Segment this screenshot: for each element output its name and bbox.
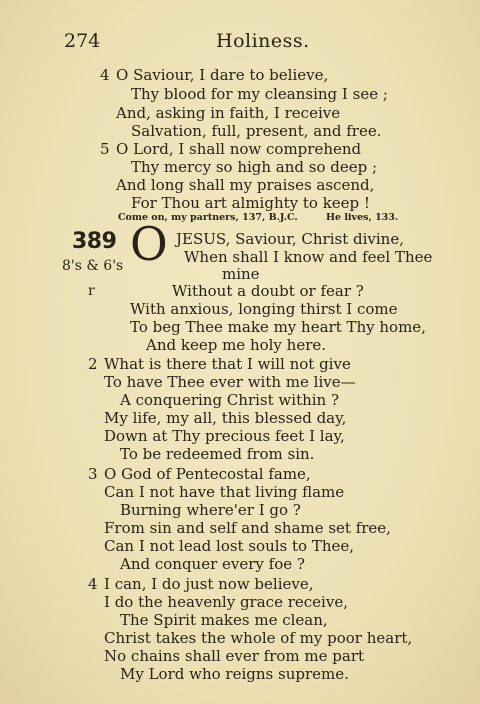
drop-cap: O	[130, 217, 168, 271]
stanza-line: And keep me holy here.	[146, 336, 327, 354]
stanza-line: To be redeemed from sin.	[120, 445, 315, 463]
page-header	[64, 30, 464, 56]
stanza-line: The Spirit makes me clean,	[120, 611, 328, 629]
stanza-line: 4 I can, I do just now believe,	[88, 575, 314, 593]
tune-references	[118, 212, 458, 226]
stanza-line: Thy mercy so high and so deep ;	[131, 158, 378, 176]
verse-number: 4	[88, 575, 98, 593]
running-title: Holiness.	[216, 30, 310, 52]
stanza-line: My Lord who reigns supreme.	[120, 665, 349, 683]
meter: 8's & 6's	[62, 258, 124, 274]
verse-number: 5	[100, 140, 110, 158]
stanza-line: No chains shall ever from me part	[104, 647, 365, 665]
page-number: 274	[64, 30, 101, 52]
stanza-line: mine	[222, 265, 260, 283]
stanza-line: Can I not lead lost souls to Thee,	[104, 537, 355, 555]
stanza-line: Salvation, full, present, and free.	[131, 122, 382, 140]
verse-number: 4	[100, 66, 110, 84]
stanza-line: Thy blood for my cleansing I see ;	[131, 85, 388, 103]
stanza-line: A conquering Christ within ?	[120, 391, 340, 409]
stanza-line: And long shall my praises ascend,	[116, 176, 375, 194]
stanza-line: Down at Thy precious feet I lay,	[104, 427, 345, 445]
hymn-first-line: JESUS, Saviour, Christ divine,	[176, 230, 404, 248]
verse-number: 2	[88, 355, 98, 373]
stanza-line: 2 What is there that I will not give	[88, 355, 351, 373]
stanza-line: With anxious, longing thirst I come	[130, 300, 398, 318]
tune-reference: He lives, 133.	[326, 212, 399, 223]
stanza-line: 3 O God of Pentecostal fame,	[88, 465, 311, 483]
stanza-line: Can I not have that living flame	[104, 483, 345, 501]
stanza-line: When shall I know and feel Thee	[184, 248, 433, 266]
stanza-line: My life, my all, this blessed day,	[104, 409, 347, 427]
stanza-line: And, asking in faith, I receive	[116, 104, 341, 122]
stanza-line: To have Thee ever with me live—	[104, 373, 356, 391]
verse-number: 3	[88, 465, 98, 483]
tune-reference: Come on, my partners, 137, B.J.C.	[118, 212, 298, 223]
stanza-line: For Thou art almighty to keep !	[131, 194, 370, 212]
stanza-line: Without a doubt or fear ?	[172, 282, 364, 300]
stanza-line: I do the heavenly grace receive,	[104, 593, 348, 611]
stanza-line: Christ takes the whole of my poor heart,	[104, 629, 413, 647]
key-letter: r	[88, 283, 95, 299]
stanza-line: 5 O Lord, I shall now comprehend	[100, 140, 362, 158]
stanza-line: 4 O Saviour, I dare to believe,	[100, 66, 329, 84]
hymn-number: 389	[72, 229, 117, 254]
stanza-line: Burning where'er I go ?	[120, 501, 301, 519]
stanza-line: And conquer every foe ?	[120, 555, 305, 573]
stanza-line: From sin and self and shame set free,	[104, 519, 391, 537]
stanza-line: To beg Thee make my heart Thy home,	[130, 318, 426, 336]
